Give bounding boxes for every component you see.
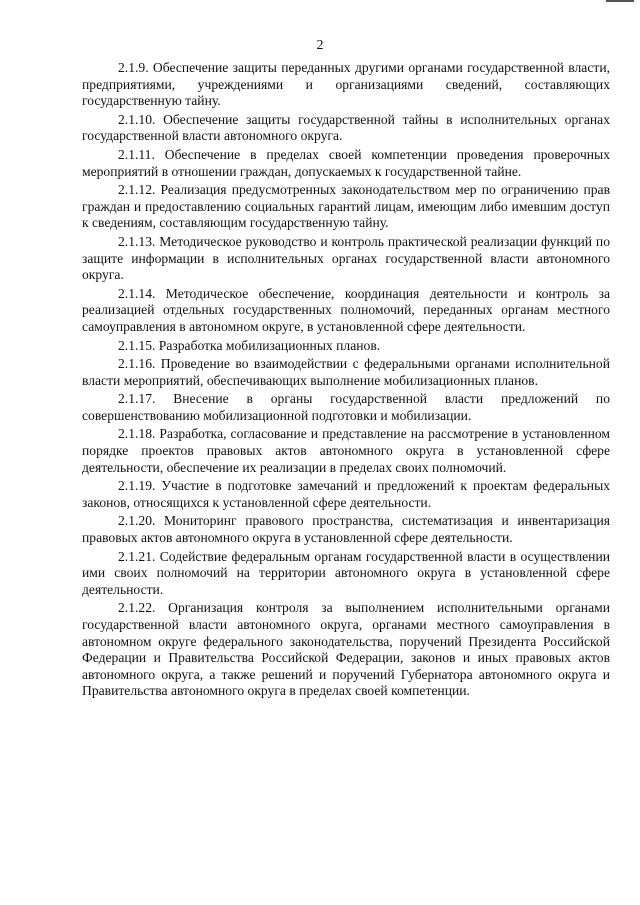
paragraph-2-1-22: 2.1.22. Организация контроля за выполнением исполнительными органами государственной власти автономного округа, органами местного самоуправления в автономном округе федерального законодательства, поручений Президента Российской Федерации и Правительства Российской Федерации, законов и иных правовых актов автономного округа, а также решений и поручений Губернатора автономного округа и Правительства автономного округа в пределах своей компетенции. — [82, 600, 610, 699]
paragraph-2-1-18: 2.1.18. Разработка, согласование и представление на рассмотрение в установленном порядке проектов правовых актов автономного округа в установленной сфере деятельности, обеспечение их реализации в пределах своих полномочий. — [82, 426, 610, 475]
paragraph-2-1-20: 2.1.20. Мониторинг правового пространства, систематизация и инвентаризация правовых актов автономного округа в установленной сфере деятельности. — [82, 513, 610, 546]
document-body — [82, 60, 610, 702]
paragraph-2-1-13: 2.1.13. Методическое руководство и контроль практической реализации функций по защите информации в исполнительных органах государственной власти автономного округа. — [82, 233, 610, 283]
paragraph-2-1-17: 2.1.17. Внесение в органы государственной власти предложений по совершенствованию мобилизационной подготовки и мобилизации. — [82, 391, 610, 423]
paragraph-2-1-21: 2.1.21. Содействие федеральным органам государственной власти в осуществлении ими своих полномочий на территории автономного округа в установленной сфере деятельности. — [82, 548, 610, 597]
paragraph-2-1-12: 2.1.12. Реализация предусмотренных законодательством мер по ограничению прав граждан и предоставлению социальных гарантий лицам, имеющим либо имевшим доступ к сведениям, составляющим государственную тайну. — [82, 182, 610, 231]
paragraph-2-1-9: 2.1.9. Обеспечение защиты переданных другими органами государственной власти, предприятиями, учреждениями и организациями сведений, составляющих государственную тайну. — [82, 60, 610, 109]
paragraph-2-1-11: 2.1.11. Обеспечение в пределах своей компетенции проведения проверочных мероприятий в отношении граждан, допускаемых к государственной тайне. — [82, 146, 610, 179]
paragraph-2-1-19: 2.1.19. Участие в подготовке замечаний и предложений к проектам федеральных законов, относящихся к установленной сфере деятельности. — [82, 478, 610, 510]
paragraph-2-1-10: 2.1.10. Обеспечение защиты государственной тайны в исполнительных органах государственной власти автономного округа. — [82, 111, 610, 144]
page-number: 2 — [316, 38, 324, 53]
scan-edge-mark — [606, 0, 634, 2]
paragraph-2-1-15: 2.1.15. Разработка мобилизационных планов. — [118, 337, 381, 353]
paragraph-2-1-16: 2.1.16. Проведение во взаимодействии с федеральными органами исполнительной власти мероприятий, обеспечивающих выполнение мобилизационных планов. — [82, 356, 610, 388]
paragraph-2-1-14: 2.1.14. Методическое обеспечение, координация деятельности и контроль за реализацией отдельных государственных полномочий, переданных органам местного самоуправления в автономном округе, в установленной сфере деятельности. — [82, 285, 610, 334]
